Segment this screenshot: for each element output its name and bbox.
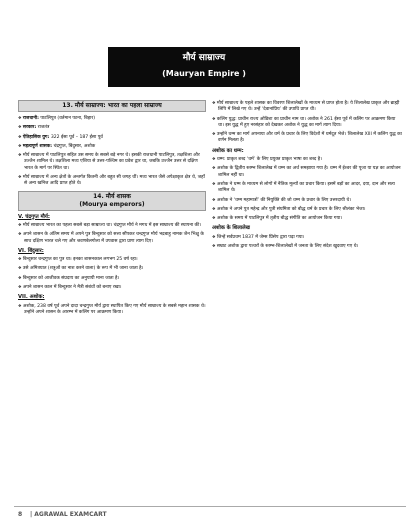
- paragraph: ❖ कलिंग युद्ध: प्राचीन राज्य ओडिशा का प्राचीन नाम था। अशोक ने 261 ईसा पूर्व में कलिंग पर आक्रमण किया था। इस युद्ध में हुए नरसंहार को देखकर अशोक ने युद्ध का मार्ग त्याग दिया।: [218, 116, 402, 130]
- right-column: [212, 100, 402, 252]
- subheading-text: V. चंद्रगुप्त मौर्य:: [18, 213, 50, 220]
- section-heading-13: [18, 100, 206, 112]
- subheading-text: अशोक का धम्म:: [212, 147, 244, 154]
- paragraph: ❖ अशोक के समय में पाटलिपुत्र में तृतीय बौद्ध संगीति का आयोजन किया गया।: [218, 215, 402, 222]
- fact-text: 322 ईसा पूर्व – 187 ईसा पूर्व: [50, 134, 103, 140]
- section-heading-13-text: 13. मौर्य साम्राज्य: भारत का पहला साम्राज्य: [62, 102, 162, 109]
- fact-capital: [24, 115, 206, 122]
- paragraph: ❖ अपने शासन के अंतिम समय में अपने पुत्र बिन्दुसार को सत्ता सौंपकर चन्द्रगुप्त मौर्य भद्रबाहु नामक जैन भिक्षु के साथ दक्षिण भारत चले गए और श्रवणबेलगोला में उपवास द्वारा प्राण त्याग दिए।: [24, 231, 206, 245]
- paragraph: ❖ उन्होंने धम्म का मार्ग अपनाया और धर्म के प्रचार के लिए विदेशों में धर्मदूत भेजे। शिलालेख XIII में कलिंग युद्ध का वर्णन मिलता है।: [218, 131, 402, 145]
- subheading-ashoka: [18, 294, 206, 300]
- paragraph: ❖ मौर्य साम्राज्य में पाटलिपुत्र सहित उस समय के सबसे बड़े नगर थे। इसकी राजधानी पाटलिपुत्र, तक्षशिला और उज्जैन शामिल थे। तक्षशिला मध्य एशिया से उत्तर-पश्चिम का प्रवेश द्वार था, जबकि उज्जैन उत्तर से दक्षिण भारत के मार्ग पर स्थित था।: [24, 152, 206, 172]
- paragraph: ❖ बिन्दुसार चन्द्रगुप्त का पुत्र था। इनका शासनकाल लगभग 25 वर्ष रहा।: [24, 256, 206, 263]
- paragraph: ❖ मौर्य साम्राज्य में अन्य क्षेत्रों के अन्तर्गत कितनी और बहुत सी जगह थीं। मध्य भारत जैसे अपेक्षाकृत क्षेत्र थे, जहाँ से अन्य खनिज आदि प्राप्त होते थे।: [24, 174, 206, 188]
- section-heading-14: [18, 191, 206, 211]
- paragraph: ❖ मौर्य साम्राज्य के पहले शासक का विवरण शिलालेखों के माध्यम से प्राप्त होता है। ये शिलालेख प्राकृत और ब्राह्मी लिपि में लिखे गए थे। उन्हें ‘देवानांप्रिय’ की उपाधि प्राप्त थी।: [218, 100, 402, 114]
- subheading-bindusara: [18, 248, 206, 254]
- publisher-brand: | AGRAWAL EXAMCART: [30, 511, 107, 518]
- paragraph: ❖ धम्म: प्राकृत शब्द ‘धर्म’ के लिए प्रयुक्त प्राकृत भाषा का शब्द है।: [218, 156, 402, 163]
- paragraph: ❖ मौर्य साम्राज्य भारत का पहला सबसे बड़ा साम्राज्य था। चंद्रगुप्त मौर्य ने मगध में इस साम्राज्य की स्थापना की।: [24, 222, 206, 229]
- fact-label: ऐतिहासिक युग:: [22, 134, 50, 140]
- paragraph: ❖ उसे अमित्रघात (शत्रुओं का नाश करने वाला) के रूप में भी जाना जाता है।: [24, 265, 206, 272]
- chapter-banner: [108, 47, 300, 87]
- fact-era: [24, 134, 206, 141]
- subheading-edicts: [212, 225, 402, 231]
- section-heading-14-text: 14. मौर्य शासक: [93, 192, 131, 200]
- paragraph: ❖ अशोक ने धम्म के माध्यम से लोगों में नैतिक मूल्यों का प्रचार किया। इसमें बड़ों का आदर, दया, दान और सत्य शामिल थे।: [218, 181, 402, 195]
- fact-text: चंद्रगुप्त, बिंदुसार, अशोक: [53, 143, 96, 149]
- paragraph: ❖ अशोक ने ‘धम्म महामात्रों’ की नियुक्ति की जो धम्म के प्रचार के लिए उत्तरदायी थे।: [218, 197, 402, 204]
- subheading-dhamma: [212, 148, 402, 154]
- paragraph: ❖ अशोक ने अपने पुत्र महेन्द्र और पुत्री संघमित्रा को बौद्ध धर्म के प्रचार के लिए श्रीलंका भेजा।: [218, 206, 402, 213]
- paragraph: ❖ अशोक के द्वितीय स्तम्भ शिलालेख में धम्म का अर्थ समझाया गया है। धम्म में ईश्वर की पूजा या यज्ञ का आयोजन शामिल नहीं था।: [218, 165, 402, 179]
- fact-label: सरकार:: [22, 125, 37, 131]
- page-footer: [14, 506, 406, 519]
- paragraph: ❖ जिन्हें सर्वप्रथम 1837 में जेम्स प्रिंसेप द्वारा पढ़ा गया।: [218, 234, 402, 241]
- chapter-title: मौर्य साम्राज्य: [182, 53, 226, 63]
- subheading-chandragupta: [18, 214, 206, 220]
- paragraph: ❖ अशोक, 238 वर्ष पूर्व अपने दादा चन्द्रगुप्त मौर्य द्वारा स्थापित किए गए मौर्य साम्राज्य के सबसे महान शासक थे। उन्होंने अपने शासन के आरम्भ में कलिंग पर आक्रमण किया।: [24, 303, 206, 317]
- fact-label: महत्वपूर्ण शासक:: [22, 143, 53, 149]
- left-column: [18, 100, 206, 318]
- paragraph: ❖ बिन्दुसार को आजीवक संप्रदाय का अनुयायी माना जाता है।: [24, 275, 206, 282]
- chapter-subtitle: (Mauryan Empire ): [162, 69, 246, 78]
- section-heading-14-sub: (Mourya emperors): [79, 200, 145, 208]
- page-number: 8: [18, 511, 23, 518]
- fact-government: [24, 124, 206, 131]
- paragraph: ❖ अपने शासन काल में बिन्दुसार ने मैत्री संबंधों को बनाए रखा।: [24, 284, 206, 291]
- paragraph: ❖ सम्राट अशोक द्वारा पत्थरों के स्तम्भ-शिलालेखों में जनता के लिए संदेश खुदवाए गए थे।: [218, 243, 402, 250]
- fact-text: पाटलिपुत्र (वर्तमान पटना, बिहार): [40, 116, 96, 121]
- fact-text: राजतंत्र: [37, 125, 50, 131]
- fact-label: राजधानी:: [22, 116, 39, 121]
- fact-rulers: [24, 143, 206, 150]
- subheading-text: VI. बिंदुसार:: [18, 247, 44, 254]
- subheading-text: अशोक के शिलालेख: [212, 225, 250, 232]
- subheading-text: VII. अशोक:: [18, 294, 45, 301]
